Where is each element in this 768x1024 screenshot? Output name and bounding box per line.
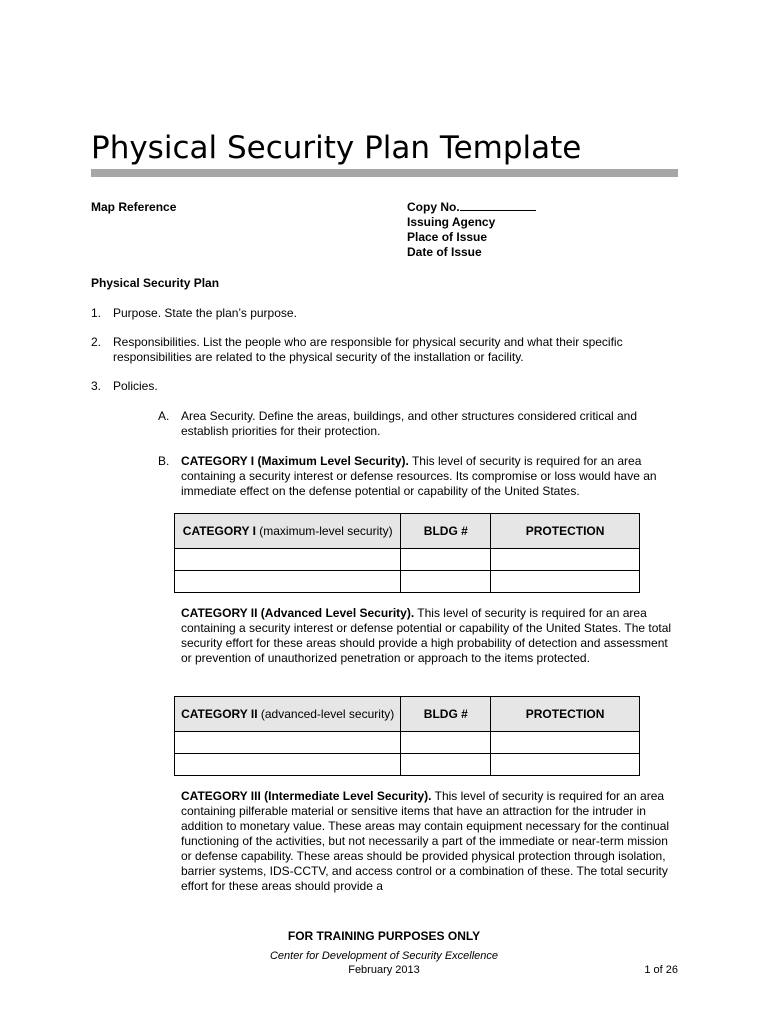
table-cell[interactable] <box>491 732 640 754</box>
table-cell[interactable] <box>401 754 491 776</box>
table-cell[interactable] <box>491 549 640 571</box>
table-cell[interactable] <box>175 571 401 593</box>
issuing-agency-label: Issuing Agency <box>407 215 496 229</box>
list-number: 1. <box>91 306 102 320</box>
copy-no-label: Copy No. <box>407 200 460 214</box>
issue-details-block <box>407 200 536 260</box>
category-3-paragraph <box>181 789 678 894</box>
table-cell[interactable] <box>401 732 491 754</box>
organization-name: Center for Development of Security Excellence <box>269 950 499 962</box>
category-1-description: This level of security is required for an area containing a security interest or defense resources. Its compromise or loss would have an immediate effect on the defense potential or capability of the United States. <box>181 454 657 498</box>
bldg-column-header: BLDG # <box>401 697 491 732</box>
map-reference-label: Map Reference <box>91 200 177 214</box>
list-text: Responsibilities. List the people who are responsible for physical security and what their specific responsibilities are related to the physical security of the installation or facility. <box>113 335 623 364</box>
footer-date: February 2013 <box>348 964 420 976</box>
category-1-table <box>174 513 640 593</box>
table-cell[interactable] <box>491 571 640 593</box>
category-column-rest: (maximum-level security) <box>255 523 393 538</box>
sub-list-text: Area Security. Define the areas, buildings, and other structures considered critical and establish priorities for their protection. <box>181 409 638 438</box>
protection-column-header: PROTECTION <box>491 514 640 549</box>
table-cell[interactable] <box>401 571 491 593</box>
category-column-header <box>175 697 401 732</box>
category-column-bold: CATEGORY I <box>182 523 256 538</box>
list-number: 2. <box>91 335 102 349</box>
table-header-row <box>175 697 640 732</box>
date-of-issue-label: Date of Issue <box>407 245 482 259</box>
document-title: Physical Security Plan Template <box>91 130 582 166</box>
copy-no-blank <box>460 200 536 211</box>
table-cell[interactable] <box>175 549 401 571</box>
table-row <box>175 549 640 571</box>
category-3-description: This level of security is required for an area containing pilferable material or sensitive items that have an attraction for the intruder in addition to monetary value. These areas may contain equipment necessary for the continual functioning of the activities, but not necessarily a part of the immediate or near-term mission or defense capability. These areas should be provided physical protection through isolation, barrier systems, IDS-CCTV, and access control or a combination of these. The total security effort for these areas should provide a <box>181 789 670 893</box>
category-2-paragraph <box>181 606 678 666</box>
sub-list-text <box>181 454 678 499</box>
table-row <box>175 754 640 776</box>
list-text: Policies. <box>113 379 158 393</box>
table-row <box>175 571 640 593</box>
plan-heading: Physical Security Plan <box>91 276 220 290</box>
table-cell[interactable] <box>401 549 491 571</box>
category-3-heading: CATEGORY III (Intermediate Level Security). <box>181 789 432 803</box>
table-cell[interactable] <box>175 732 401 754</box>
title-divider <box>91 169 678 177</box>
copy-no-line <box>407 200 536 215</box>
table-cell[interactable] <box>491 754 640 776</box>
category-1-heading: CATEGORY I (Maximum Level Security). <box>181 454 409 468</box>
table-cell[interactable] <box>175 754 401 776</box>
protection-column-header: PROTECTION <box>491 697 640 732</box>
page-number: 1 of 26 <box>644 964 678 976</box>
category-2-heading: CATEGORY II (Advanced Level Security). <box>181 606 415 620</box>
training-notice: FOR TRAINING PURPOSES ONLY <box>287 929 481 943</box>
list-number: 3. <box>91 379 102 393</box>
sub-list-letter: A. <box>158 409 170 423</box>
bldg-column-header: BLDG # <box>401 514 491 549</box>
list-text: Purpose. State the plan’s purpose. <box>113 306 297 320</box>
table-row <box>175 732 640 754</box>
sub-list-letter: B. <box>158 454 170 468</box>
category-column-bold: CATEGORY II <box>181 706 258 721</box>
category-column-rest: (advanced-level security) <box>257 706 395 721</box>
table-header-row <box>175 514 640 549</box>
place-of-issue-label: Place of Issue <box>407 230 488 244</box>
category-2-description: This level of security is required for an area containing a security interest or defense potential or capability of the United States. The total security effort for these areas should provide a high probability of detection and assessment or prevention of unauthorized penetration or approach to the items protected. <box>181 606 672 665</box>
category-column-header <box>175 514 401 549</box>
category-2-table <box>174 696 640 776</box>
